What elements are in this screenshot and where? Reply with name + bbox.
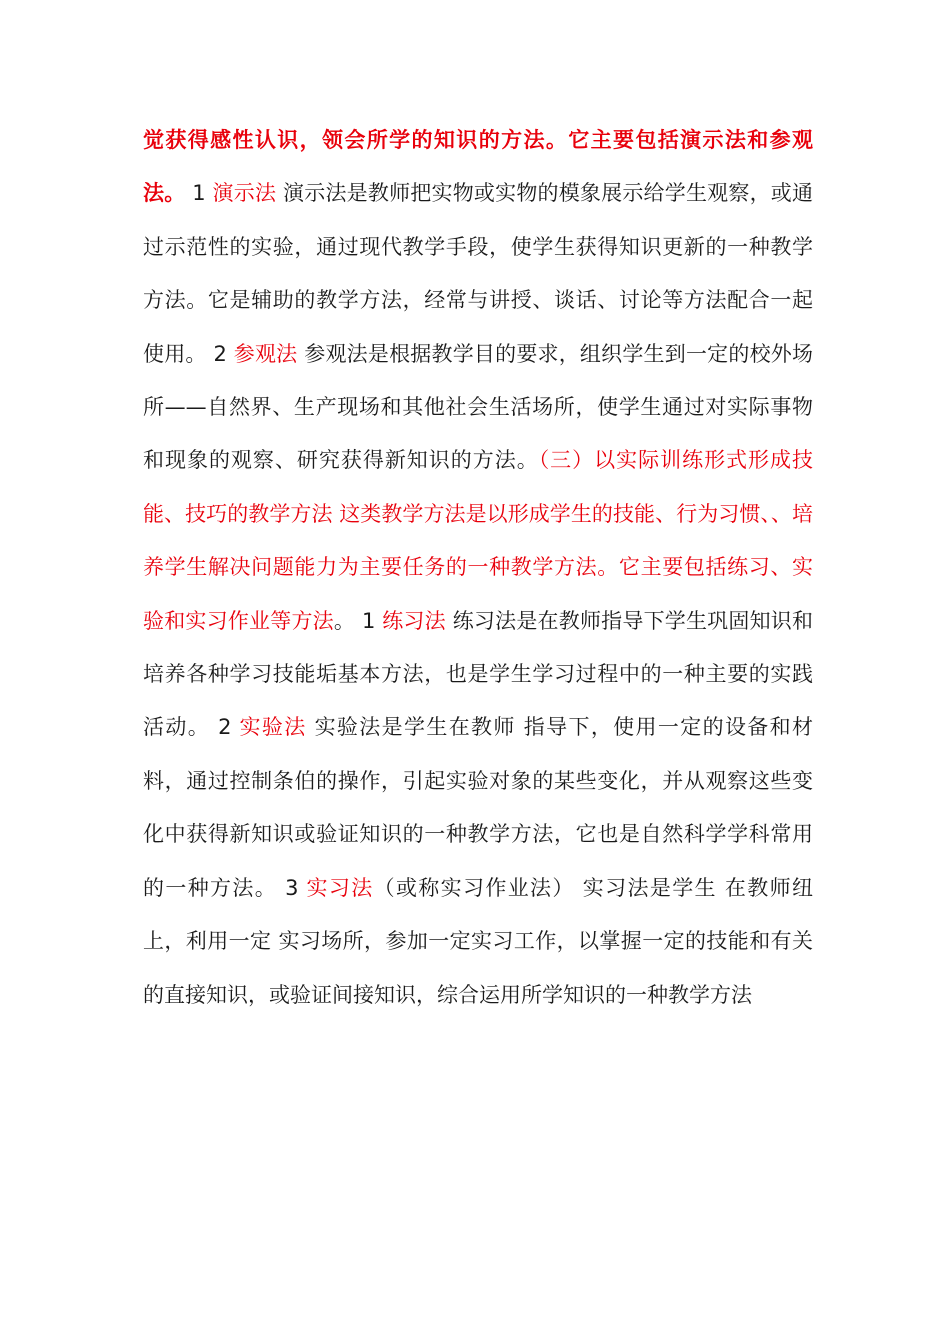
method-term-visit: 参观法 xyxy=(233,341,298,366)
experiment-description: 实验法是学生在教师 指导下，使用一定的设备和材料，通过控制条伯的操作，引起实验对象的某些变化，并从观察这些变化中获得新知识或验证知识的一种教学方法，它也是自然科学学科常用的一种方法。 3 xyxy=(143,715,813,900)
body-paragraph xyxy=(143,114,813,1022)
practice-description: 练习法是在教师指导下学生巩固知识和培养各种学习技能垢基本方法，也是学生学习过程中的一种主要的实践活动。 2 xyxy=(143,608,814,740)
visit-description: 参观法是根据教学目的要求，组织学生到一定的校外场所——自然界、生产现场和其他社会生活场所，使学生通过对实际事物和现象的观察、研究获得新知识的方法。 xyxy=(143,341,813,473)
demonstration-description: 演示法是教师把实物或实物的模象展示给学生观察，或通过示范性的实验，通过现代教学手段，使学生获得知识更新的一种教学方法。它是辅助的教学方法，经常与讲授、谈话、讨论等方法配合一起使用。 2 xyxy=(143,181,813,366)
method-term-practice: 练习法 xyxy=(382,608,446,633)
item-number: 。 1 xyxy=(333,608,383,633)
method-term-experiment: 实验法 xyxy=(239,715,307,740)
method-term-demonstration: 演示法 xyxy=(212,181,277,206)
internship-description: （或称实习作业法） 实习法是学生 在教师纽上，利用一定 实习场所，参加一定实习工作，以掌握一定的技能和有关的直接知识，或验证间接知识，综合运用所学知识的一种教学方法 xyxy=(143,875,813,1007)
item-number: 1 xyxy=(185,181,213,206)
bold-red-lead-text: 觉获得感性认识，领会所学的知识的方法。它主要包括演示法和参观法。 xyxy=(143,128,813,206)
section-heading-practical-training: （三）以实际训练形式形成技能、技巧的教学方法 这类教学方法是以形成学生的技能、行为习惯、、培养学生解决问题能力为主要任务的一种教学方法。它主要包括练习、实验和实习作业等方法 xyxy=(143,448,814,633)
method-term-internship: 实习法 xyxy=(306,875,374,900)
